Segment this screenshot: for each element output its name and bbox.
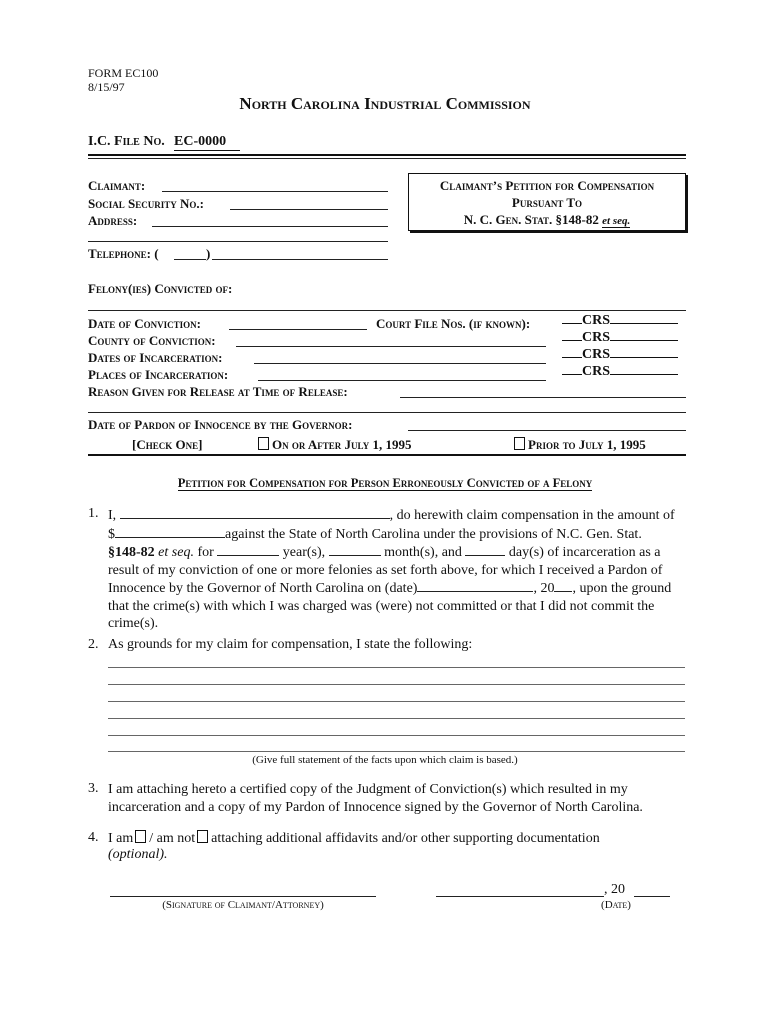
pardon-year-field[interactable] — [554, 579, 572, 592]
checkbox-am-not[interactable] — [197, 830, 208, 843]
divider — [88, 454, 686, 456]
item-3-number: 3. — [88, 781, 99, 796]
grounds-line[interactable] — [108, 751, 685, 752]
item-4-number: 4. — [88, 830, 99, 845]
address-field-line2[interactable] — [88, 241, 388, 242]
date-field[interactable] — [436, 896, 604, 897]
pardon-date-label: Date of Pardon of Innocence by the Governor: — [88, 417, 353, 432]
statute-text: N. C. Gen. Stat. §148-82 — [463, 212, 599, 227]
dates-incarceration-label: Dates of Incarceration: — [88, 350, 223, 365]
item-3-text: I am attaching hereto a certified copy of the Judgment of Conviction(s) which resulted in my incarceration and a copy of my Pardon of Innocence signed by the Governor of North Carolina. — [108, 782, 643, 815]
court-file-label: Court File Nos. (if known): — [376, 316, 531, 331]
ssn-field[interactable] — [230, 209, 388, 210]
divider — [88, 158, 686, 159]
item-1-text: I, , do herewith claim compensation in the amount of $ against the State of North Carolina under the provisions of N.C. Gen. Stat. §148-82 et seq. for year(s), month(s), and day(s) of incarceration as a result of my conviction of one or more felonies as set forth above, for which I received a Pardon of Innocence by the Governor of North Carolina on (date) , 20 , upon the ground that the crime(s) with which I was charged was (were) not committed or that I did not commit the crime(s). — [108, 508, 675, 631]
crs-2: CRS — [562, 330, 678, 346]
grounds-note: (Give full statement of the facts upon which claim is based.) — [252, 754, 518, 766]
felony-field[interactable] — [88, 310, 686, 311]
days-field[interactable] — [465, 543, 505, 556]
grounds-line[interactable] — [108, 718, 685, 719]
form-id: FORM EC100 — [88, 66, 159, 80]
crs-4: CRS — [562, 364, 678, 380]
checkbox-prior[interactable] — [514, 437, 525, 450]
places-incarceration-label: Places of Incarceration: — [88, 367, 229, 382]
item-2-number: 2. — [88, 637, 99, 652]
file-label: I.C. File No. — [88, 134, 165, 149]
option-prior[interactable]: Prior to July 1, 1995 — [512, 437, 646, 453]
places-incarceration-field[interactable] — [258, 380, 546, 381]
date-prefix: , 20 — [604, 882, 625, 897]
ssn-label: Social Security No.: — [88, 196, 204, 211]
pardon-date-inline-field[interactable] — [417, 579, 533, 592]
grounds-line[interactable] — [108, 684, 685, 685]
petition-box-line1: Claimant’s Petition for Compensation — [439, 178, 655, 193]
item-2-text: As grounds for my claim for compensation, I state the following: — [108, 637, 473, 652]
petition-heading: Petition for Compensation for Person Erroneously Convicted of a Felony — [177, 476, 593, 490]
pardon-date-field[interactable] — [408, 430, 686, 431]
check-one-label: [Check One] — [132, 437, 203, 452]
county-label: County of Conviction: — [88, 333, 216, 348]
county-field[interactable] — [236, 346, 546, 347]
form-date: 8/15/97 — [88, 80, 125, 94]
telephone-close: ) — [206, 246, 211, 261]
statute-et-seq: et seq. — [602, 215, 631, 227]
crs-3: CRS — [562, 347, 678, 363]
page-title: North Carolina Industrial Commission — [239, 94, 531, 113]
reason-field-line2[interactable] — [88, 412, 686, 413]
dates-incarceration-field[interactable] — [254, 363, 546, 364]
claimant-field[interactable] — [162, 191, 388, 192]
telephone-field[interactable] — [212, 259, 388, 260]
petition-box-line2: Pursuant To — [511, 195, 583, 210]
date-label: (Date) — [601, 899, 631, 911]
address-label: Address: — [88, 213, 138, 228]
claimant-label: Claimant: — [88, 178, 146, 193]
date-of-conviction-field[interactable] — [229, 329, 367, 330]
grounds-line[interactable] — [108, 701, 685, 702]
claimant-name-field[interactable] — [120, 506, 390, 519]
signature-field[interactable] — [110, 896, 376, 897]
item-1-number: 1. — [88, 506, 99, 521]
reason-field[interactable] — [400, 397, 686, 398]
months-field[interactable] — [329, 543, 381, 556]
date-year-field[interactable] — [634, 896, 670, 897]
file-number[interactable]: EC-0000 — [174, 134, 240, 151]
crs-1: CRS — [562, 313, 678, 329]
telephone-label: Telephone: ( — [88, 246, 159, 261]
telephone-area-field[interactable] — [174, 259, 206, 260]
option-after[interactable]: On or After July 1, 1995 — [256, 437, 411, 453]
years-field[interactable] — [217, 543, 279, 556]
petition-box-line3 — [408, 212, 686, 228]
divider — [88, 154, 686, 156]
date-of-conviction-label: Date of Conviction: — [88, 316, 201, 331]
felony-label: Felony(ies) Convicted of: — [88, 281, 233, 296]
checkbox-am[interactable] — [135, 830, 146, 843]
checkbox-after[interactable] — [258, 437, 269, 450]
address-field[interactable] — [152, 226, 388, 227]
grounds-line[interactable] — [108, 735, 685, 736]
grounds-line[interactable] — [108, 667, 685, 668]
signature-label: (Signature of Claimant/Attorney) — [162, 899, 324, 911]
reason-label: Reason Given for Release at Time of Release: — [88, 384, 348, 399]
item-4-text: I am / am not attaching additional affidavits and/or other supporting documentation — [108, 831, 600, 846]
item-4-optional: (optional). — [108, 847, 168, 862]
amount-field[interactable] — [115, 525, 225, 538]
